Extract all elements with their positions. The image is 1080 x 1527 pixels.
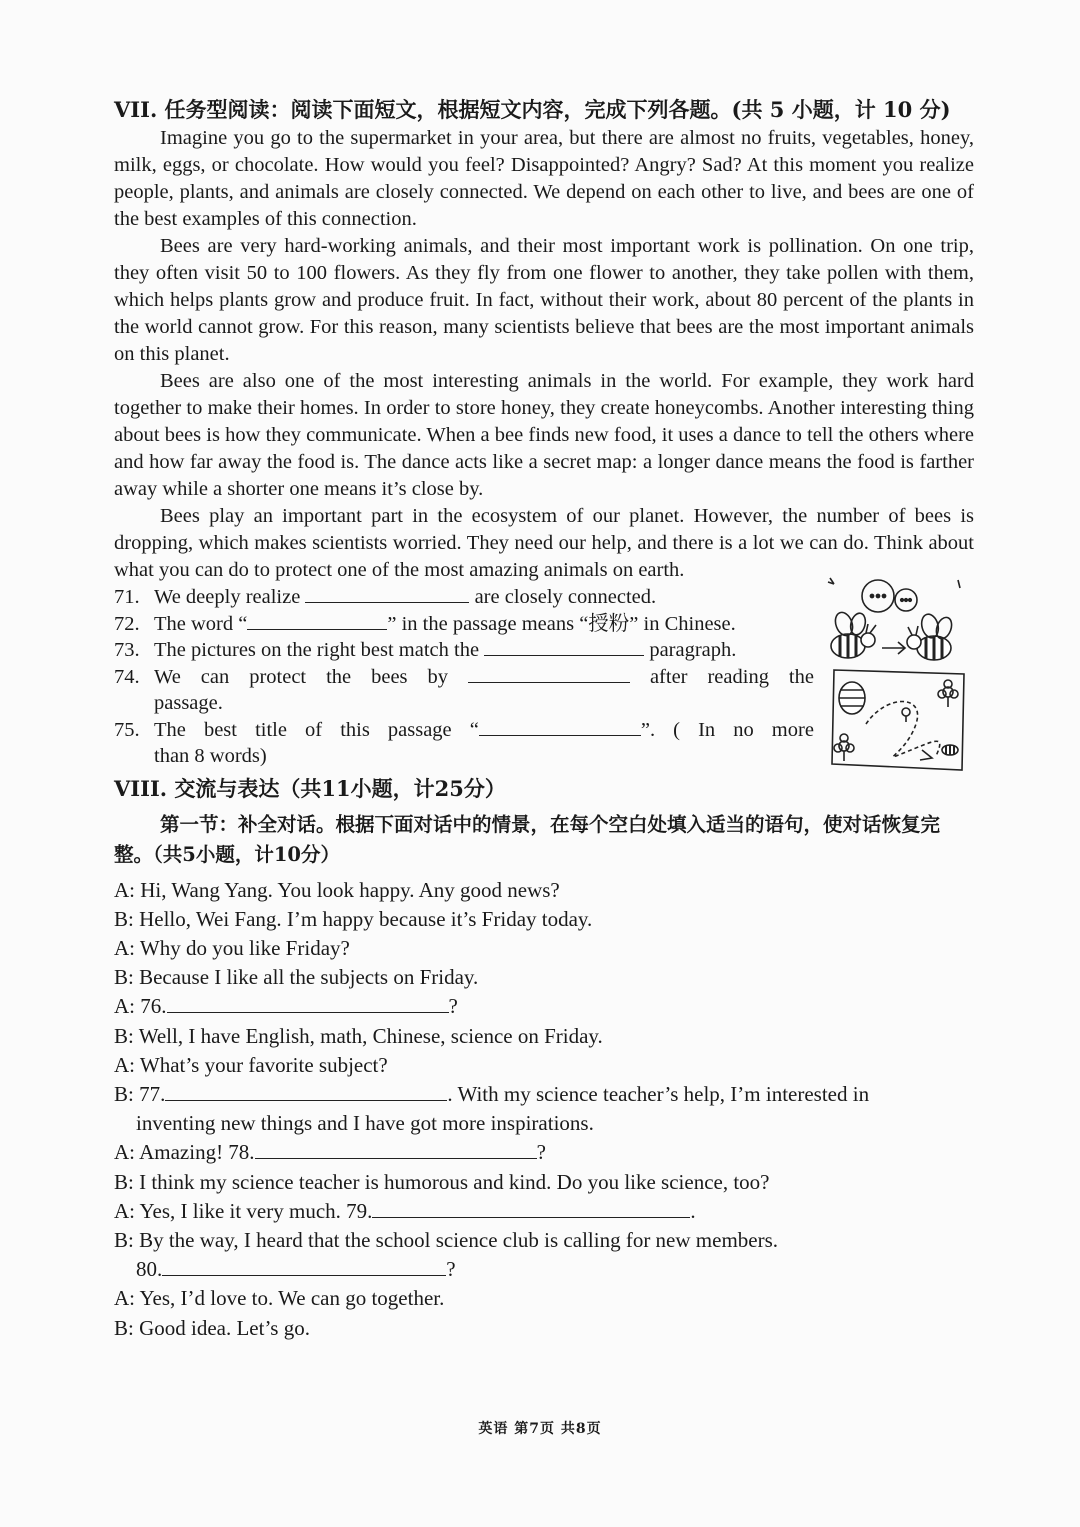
arrow-right-icon: [882, 642, 905, 654]
word: In: [698, 718, 716, 741]
dialog-line: B: Because I like all the subjects on Friday.: [114, 965, 479, 990]
question-continuation: passage.: [154, 692, 223, 714]
flower-icon: [834, 734, 854, 761]
dialog-line: A: What’s your favorite subject?: [114, 1052, 388, 1077]
question-74: [114, 664, 814, 717]
word: more: [771, 718, 814, 741]
question-text-after: paragraph.: [649, 639, 737, 661]
dialog-line-80: [114, 1255, 974, 1284]
dialog-line: B: Good idea. Let’s go.: [114, 1315, 310, 1340]
beehive-icon: [839, 682, 865, 714]
section8-title: VIII. 交流与表达（共11小题，计25分）: [114, 775, 506, 801]
question-73: [114, 637, 814, 664]
passage-paragraph-4: Bees play an important part in the ecosystem of our planet. However, the number of bees is dropping, which makes scientists worried. They need our help, and there is a lot we can do. Think about what you can do to protect one of the most amazing animals on earth.: [114, 505, 974, 581]
flower-icon: [902, 708, 910, 722]
answer-blank-71[interactable]: [305, 584, 469, 603]
dialog-line-79: [114, 1197, 974, 1226]
question-number: 75.: [114, 718, 140, 741]
word: the: [326, 665, 352, 688]
answer-blank-74[interactable]: [468, 664, 630, 683]
answer-blank-72[interactable]: [247, 611, 387, 630]
word: the: [788, 665, 814, 688]
question-continuation: than 8 words): [154, 745, 267, 767]
dialog-line-continuation: inventing new things and I have got more inspirations.: [136, 1111, 594, 1136]
question-number: 73.: [114, 639, 140, 661]
bee-illustration: [826, 574, 974, 774]
dialog: [114, 876, 974, 1343]
word: We: [154, 665, 181, 688]
bee-icon: [907, 612, 954, 660]
passage-paragraph-2: Bees are very hard-working animals, and their most important work is pollination. On one trip, they often visit 50 to 100 flowers. As they fly from one flower to another, they take pollen with them, which helps plants grow and produce fruit. In fact, without their work, about 80 percent of the plants in the world cannot grow. For this reason, many scientists believe that bees are the most important animals on this planet.: [114, 235, 974, 365]
question-72: [114, 611, 814, 638]
page-footer: 英语 第7页 共8页: [478, 1421, 602, 1437]
quoted-blank: [470, 717, 655, 744]
section7-title: VII. 任务型阅读：阅读下面短文，根据短文内容，完成下列各题。(共 5 小题，计 10 分): [114, 97, 951, 122]
bee-icon: [831, 610, 876, 658]
dialog-text: ?: [446, 1257, 456, 1282]
answer-blank-79[interactable]: [372, 1199, 690, 1218]
dialog-line-77: [114, 1080, 974, 1109]
question-line: [154, 717, 814, 744]
dialog-text: A: Yes, I like it very much. 79.: [114, 1198, 373, 1223]
passage-paragraph-3: Bees are also one of the most interesting animals in the world. For example, they work hard together to make their homes. In order to store honey, they create honeycombs. Another interesting thing about bees is how they communicate. When a bee finds new food, it uses a dance to tell the others where and how far away the food is. The dance acts like a secret map: a longer dance means the food is farther away while a shorter one means it’s close by.: [114, 370, 974, 500]
close-quote: ”.: [640, 718, 656, 741]
answer-blank-78[interactable]: [255, 1140, 537, 1159]
question-text-after: ” in the passage means “授粉” in Chinese.: [387, 612, 736, 635]
page-content: [114, 95, 974, 1343]
question-text-after: are closely connected.: [474, 586, 657, 608]
answer-blank-77[interactable]: [165, 1082, 447, 1101]
dialog-line: B: Well, I have English, math, Chinese, science on Friday.: [114, 1023, 603, 1048]
word: no: [733, 718, 754, 741]
dialog-line-78: [114, 1138, 974, 1167]
word: reading: [707, 665, 769, 688]
question-text-before: We deeply realize: [154, 586, 301, 608]
word: can: [200, 665, 230, 688]
answer-blank-75[interactable]: [479, 717, 641, 736]
dialog-line: B: By the way, I heard that the school science club is calling for new members.: [114, 1227, 779, 1252]
dialog-line: A: Yes, I’d love to. We can go together.: [114, 1286, 445, 1311]
question-71: [114, 584, 814, 611]
question-number: 72.: [114, 612, 140, 635]
word: by: [427, 665, 449, 688]
open-quote: “: [469, 718, 479, 741]
dialog-text: A: 76.: [114, 994, 167, 1019]
dialog-line-76: [114, 992, 974, 1021]
question-number: 74.: [114, 665, 140, 688]
word: The: [154, 718, 186, 741]
dialog-text: . With my science teacher’s help, I’m interested in: [447, 1081, 870, 1106]
word: of: [305, 718, 323, 741]
question-75: [114, 717, 814, 770]
question-text-before: The word “: [154, 612, 248, 635]
word: this: [340, 718, 370, 741]
dialog-text: ?: [448, 994, 458, 1019]
passage-paragraph-1: Imagine you go to the supermarket in your area, but there are almost no fruits, vegetables, honey, milk, eggs, or chocolate. How would you feel? Disappointed? Angry? Sad? At this moment you realize people, plants, and animals are closely connected. We depend on each other to live, and bees are one of the best examples of this connection.: [114, 127, 974, 230]
answer-blank-80[interactable]: [162, 1257, 446, 1276]
word: best: [203, 718, 237, 741]
dialog-line: B: Hello, Wei Fang. I’m happy because it’s Friday today.: [114, 906, 593, 931]
answer-blank-73[interactable]: [484, 637, 644, 656]
word: title: [255, 718, 287, 741]
dialog-text: B: 77.: [114, 1081, 166, 1106]
section8-subtitle: 第一节：补全对话。根据下面对话中的情景，在每个空白处填入适当的语句，使对话恢复完整。（共5小题，计10分）: [114, 812, 941, 866]
question-text-before: The pictures on the right best match the: [154, 639, 480, 661]
word: after: [649, 665, 688, 688]
dialog-line: A: Hi, Wang Yang. You look happy. Any good news?: [114, 877, 560, 902]
dialog-text: .: [690, 1198, 696, 1223]
dialog-text: 80.: [136, 1257, 163, 1282]
word: bees: [371, 665, 408, 688]
dialog-text: ?: [536, 1140, 546, 1165]
bee-icon: [942, 745, 958, 755]
word: passage: [387, 718, 452, 741]
question-line: [154, 664, 814, 691]
answer-blank-76[interactable]: [167, 994, 449, 1013]
questions-area: [114, 584, 974, 770]
flower-icon: [938, 680, 958, 707]
question-number: 71.: [114, 586, 140, 608]
word: protect: [249, 665, 307, 688]
word: (: [673, 718, 680, 741]
dialog-text: A: Amazing! 78.: [114, 1140, 255, 1165]
dialog-line: A: Why do you like Friday?: [114, 935, 350, 960]
dialog-line: B: I think my science teacher is humorous and kind. Do you like science, too?: [114, 1169, 770, 1194]
